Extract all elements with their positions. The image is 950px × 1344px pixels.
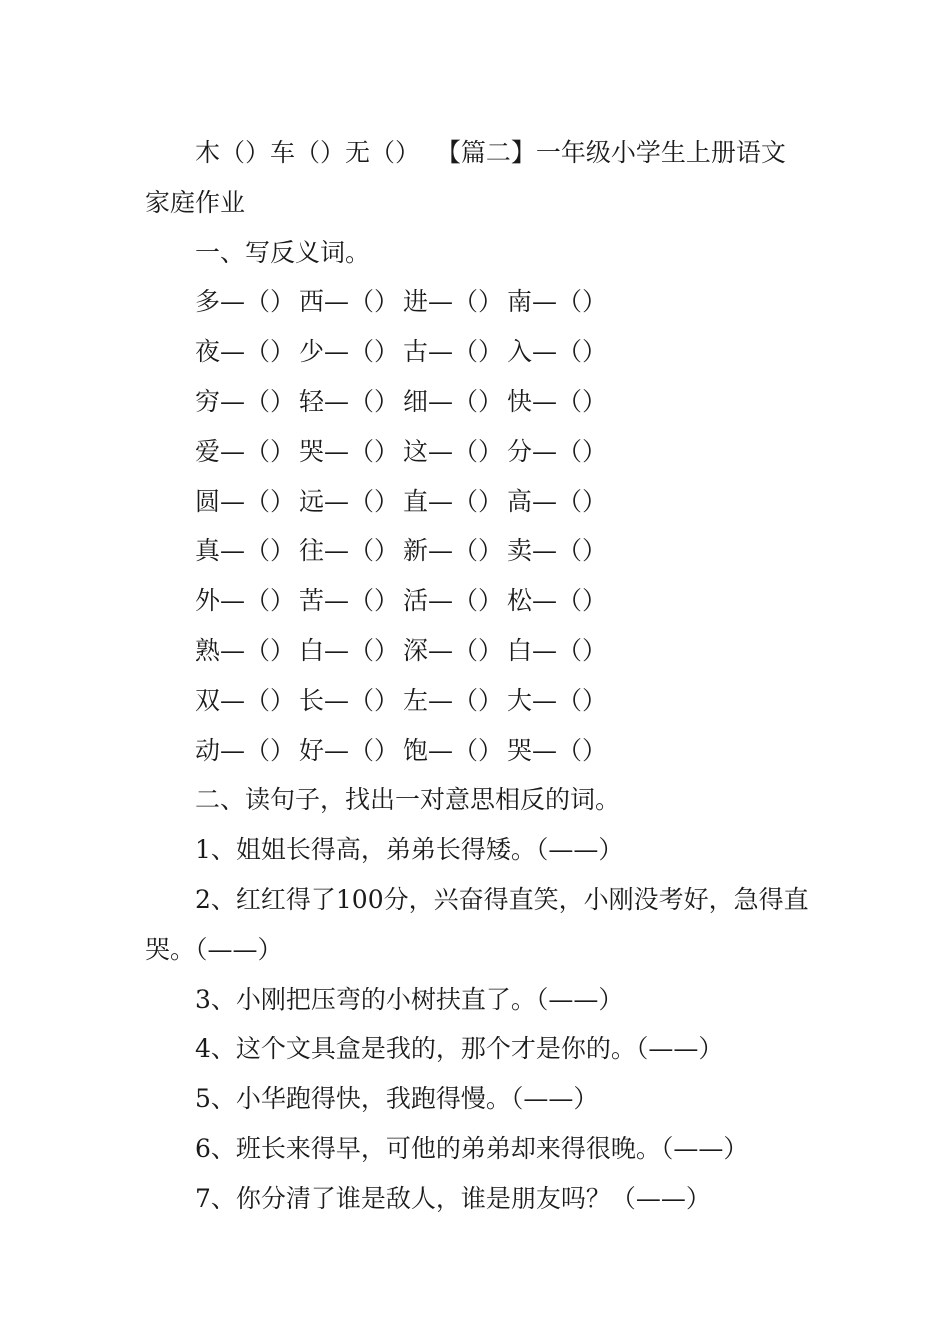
antonym-cell: 白—（） xyxy=(299,635,400,665)
antonym-cell: 直—（） xyxy=(403,486,504,516)
antonym-cell: 哭—（） xyxy=(507,735,608,765)
antonym-cell: 这—（） xyxy=(403,436,504,466)
document-body xyxy=(145,128,810,1224)
antonym-cell: 细—（） xyxy=(403,386,504,416)
antonym-row xyxy=(145,277,810,327)
antonym-table xyxy=(145,277,810,775)
antonym-cell: 多—（） xyxy=(195,287,296,317)
antonym-cell: 爱—（） xyxy=(195,436,296,466)
antonym-cell: 进—（） xyxy=(403,287,504,317)
antonym-cell: 活—（） xyxy=(403,586,504,616)
antonym-cell: 西—（） xyxy=(299,287,400,317)
antonym-cell: 轻—（） xyxy=(299,386,400,416)
antonym-cell: 哭—（） xyxy=(299,436,400,466)
antonym-row xyxy=(145,576,810,626)
antonym-cell: 夜—（） xyxy=(195,337,296,367)
antonym-cell: 快—（） xyxy=(507,386,608,416)
sentence-item: 7、你分清了谁是敌人，谁是朋友吗？（——） xyxy=(195,1183,711,1213)
antonym-cell: 饱—（） xyxy=(403,735,504,765)
antonym-cell: 往—（） xyxy=(299,536,400,566)
antonym-cell: 真—（） xyxy=(195,536,296,566)
antonym-cell: 动—（） xyxy=(195,735,296,765)
antonym-cell: 大—（） xyxy=(507,685,608,715)
antonym-row xyxy=(145,477,810,527)
antonym-cell: 圆—（） xyxy=(195,486,296,516)
antonym-cell: 穷—（） xyxy=(195,386,296,416)
antonym-cell: 松—（） xyxy=(507,586,608,616)
antonym-cell: 远—（） xyxy=(299,486,400,516)
antonym-cell: 左—（） xyxy=(403,685,504,715)
sentence-item: 2、红红得了100分，兴奋得直笑，小刚没考好，急得直哭。（——） xyxy=(145,884,809,964)
antonym-row xyxy=(145,526,810,576)
antonym-cell: 熟—（） xyxy=(195,635,296,665)
antonym-cell: 分—（） xyxy=(507,436,608,466)
antonym-cell: 入—（） xyxy=(507,337,608,367)
antonym-cell: 外—（） xyxy=(195,586,296,616)
sentence-item: 5、小华跑得快，我跑得慢。（——） xyxy=(195,1084,599,1114)
antonym-cell: 卖—（） xyxy=(507,536,608,566)
section1-heading: 一、写反义词。 xyxy=(195,237,371,267)
antonym-cell: 新—（） xyxy=(403,536,504,566)
antonym-row xyxy=(145,377,810,427)
antonym-cell: 好—（） xyxy=(299,735,400,765)
antonym-cell: 双—（） xyxy=(195,685,296,715)
antonym-cell: 少—（） xyxy=(299,337,400,367)
section2-heading: 二、读句子，找出一对意思相反的词。 xyxy=(195,785,621,815)
antonym-cell: 南—（） xyxy=(507,287,608,317)
sentence-item: 6、班长来得早，可他的弟弟却来得很晚。（——） xyxy=(195,1133,749,1163)
antonym-cell: 苦—（） xyxy=(299,586,400,616)
intro-paragraph: 木（）车（）无（） 【篇二】一年级小学生上册语文家庭作业 xyxy=(145,138,786,217)
antonym-row xyxy=(145,676,810,726)
antonym-cell: 白—（） xyxy=(507,635,608,665)
sentence-item: 1、姐姐长得高，弟弟长得矮。（——） xyxy=(195,835,624,865)
antonym-cell: 高—（） xyxy=(507,486,608,516)
sentence-item: 4、这个文具盒是我的，那个才是你的。（——） xyxy=(195,1034,724,1064)
antonym-row xyxy=(145,427,810,477)
antonym-row xyxy=(145,626,810,676)
antonym-cell: 长—（） xyxy=(299,685,400,715)
antonym-cell: 古—（） xyxy=(403,337,504,367)
antonym-cell: 深—（） xyxy=(403,635,504,665)
sentence-item: 3、小刚把压弯的小树扶直了。（——） xyxy=(195,984,624,1014)
antonym-row xyxy=(145,327,810,377)
antonym-row xyxy=(145,726,810,776)
